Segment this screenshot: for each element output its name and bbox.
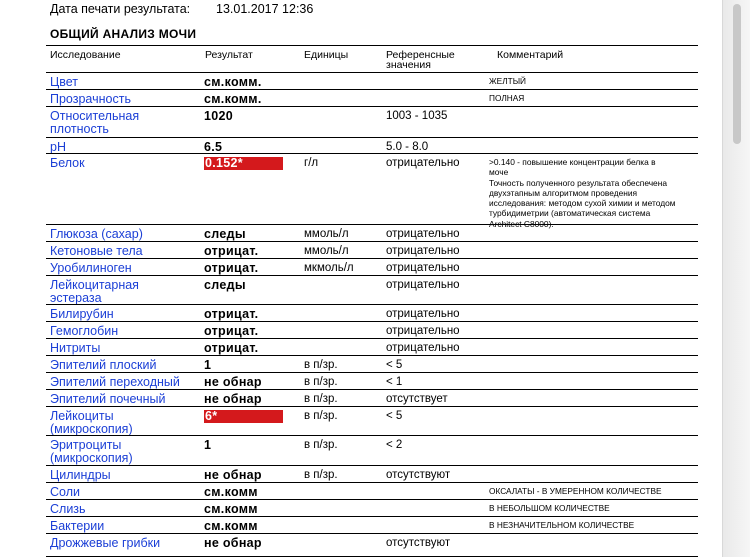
table-row [46, 242, 698, 259]
result-value: следы [204, 278, 246, 292]
result-value: не обнар [204, 536, 262, 550]
reference-value: < 1 [386, 376, 403, 388]
units-value: ммоль/л [304, 228, 349, 240]
result-value: 6.5 [204, 140, 223, 154]
table-row [46, 154, 698, 229]
table-row [46, 500, 698, 517]
table-row [46, 390, 698, 407]
reference-value: < 5 [386, 410, 403, 422]
test-name-link[interactable]: Билирубин [50, 307, 114, 321]
result-value: см.комм [204, 485, 258, 499]
result-value: 1 [204, 358, 212, 372]
test-name-link[interactable]: pH [50, 140, 66, 154]
table-row [46, 305, 698, 322]
reference-value: отрицательно [386, 262, 460, 274]
reference-value: отрицательно [386, 325, 460, 337]
test-name-link[interactable]: Глюкоза (сахар) [50, 227, 143, 241]
table-row [46, 259, 698, 276]
print-date-value: 13.01.2017 12:36 [216, 2, 314, 16]
test-name-link[interactable]: Бактерии [50, 519, 105, 533]
result-value: не обнар [204, 392, 262, 406]
comment-text: ЖЕЛТЫЙ [489, 76, 527, 86]
col-head-test: Исследование [50, 49, 121, 61]
units-value: в п/зр. [304, 393, 338, 405]
reference-value: отрицательно [386, 308, 460, 320]
table-row [46, 322, 698, 339]
result-value: см.комм [204, 502, 258, 516]
table-row [46, 407, 698, 436]
result-value: см.комм. [204, 75, 262, 89]
col-head-units: Единицы [304, 49, 349, 61]
reference-value: отсутствуют [386, 537, 451, 549]
result-value: отрицат. [204, 261, 259, 275]
result-value: не обнар [204, 375, 262, 389]
units-value: ммоль/л [304, 245, 349, 257]
result-value-abnormal: 0.152* [204, 157, 283, 170]
test-name-link[interactable]: Соли [50, 485, 80, 499]
test-name-link[interactable]: Прозрачность [50, 92, 131, 106]
header-top-rule [46, 45, 698, 46]
reference-value: отрицательно [386, 245, 460, 257]
comment-text: >0.140 - повышение концентрации белка в моче Точность полученного результата обеспечена двухэтапным алгоритмом проведения исследования: методом сухой химии и методом турбидиметрии (автоматическая система Architect C8000). [489, 157, 676, 229]
result-value: 1 [204, 438, 212, 452]
reference-value: отсутствуют [386, 469, 451, 481]
test-name-link[interactable]: Лейкоциты (микроскопия) [50, 409, 133, 436]
test-name-link[interactable]: Гемоглобин [50, 324, 119, 338]
table-row [46, 517, 698, 534]
result-value: 1020 [204, 109, 234, 123]
table-row [46, 90, 698, 107]
result-value-abnormal: 6* [204, 410, 283, 423]
reference-value: отрицательно [386, 279, 460, 291]
units-value: мкмоль/л [304, 262, 354, 274]
reference-value: < 2 [386, 439, 403, 451]
result-value: следы [204, 227, 246, 241]
test-name-link[interactable]: Кетоновые тела [50, 244, 143, 258]
test-name-link[interactable]: Эпителий плоский [50, 358, 157, 372]
result-value: отрицат. [204, 244, 259, 258]
scrollbar-thumb[interactable] [733, 4, 741, 144]
col-head-result: Результат [205, 49, 253, 61]
test-name-link[interactable]: Эпителий переходный [50, 375, 180, 389]
table-row [46, 138, 698, 154]
units-value: в п/зр. [304, 359, 338, 371]
col-head-comment: Комментарий [497, 49, 564, 61]
table-row [46, 107, 698, 138]
test-name-link[interactable]: Уробилиноген [50, 261, 132, 275]
test-name-link[interactable]: Относительная плотность [50, 109, 140, 136]
test-name-link[interactable]: Эпителий почечный [50, 392, 166, 406]
comment-text: ОКСАЛАТЫ - В УМЕРЕННОМ КОЛИЧЕСТВЕ [489, 486, 662, 496]
reference-value: отрицательно [386, 228, 460, 240]
table-row [46, 466, 698, 483]
units-value: в п/зр. [304, 439, 338, 451]
units-value: в п/зр. [304, 376, 338, 388]
test-name-link[interactable]: Нитриты [50, 341, 101, 355]
test-name-link[interactable]: Слизь [50, 502, 86, 516]
table-row [46, 339, 698, 356]
result-value: см.комм [204, 519, 258, 533]
table-row [46, 73, 698, 90]
test-name-link[interactable]: Цилиндры [50, 468, 111, 482]
comment-text: В НЕБОЛЬШОМ КОЛИЧЕСТВЕ [489, 503, 610, 513]
reference-value: отрицательно [386, 157, 460, 169]
result-value: см.комм. [204, 92, 262, 106]
report-title: ОБЩИЙ АНАЛИЗ МОЧИ [50, 27, 197, 41]
table-row [46, 436, 698, 466]
units-value: в п/зр. [304, 410, 338, 422]
vertical-scrollbar[interactable] [722, 0, 750, 557]
table-row [46, 534, 698, 557]
reference-value: 5.0 - 8.0 [386, 141, 429, 153]
units-value: в п/зр. [304, 469, 338, 481]
table-row [46, 483, 698, 500]
result-value: отрицат. [204, 307, 259, 321]
table-row [46, 225, 698, 242]
test-name-link[interactable]: Цвет [50, 75, 79, 89]
reference-value: < 5 [386, 359, 403, 371]
result-value: отрицат. [204, 324, 259, 338]
table-row [46, 356, 698, 373]
reference-value: отсутствует [386, 393, 448, 405]
col-head-reference: Референсные значения [386, 49, 455, 71]
result-value: не обнар [204, 468, 262, 482]
test-name-link[interactable]: Белок [50, 156, 85, 170]
reference-value: отрицательно [386, 342, 460, 354]
print-date-label: Дата печати результата: [50, 2, 191, 16]
test-name-link[interactable]: Лейкоцитарная эстераза [50, 278, 139, 305]
reference-value: 1003 - 1035 [386, 110, 448, 122]
table-row [46, 276, 698, 305]
table-row [46, 373, 698, 390]
test-name-link[interactable]: Дрожжевые грибки [50, 536, 161, 550]
result-value: отрицат. [204, 341, 259, 355]
comment-text: ПОЛНАЯ [489, 93, 525, 103]
test-name-link[interactable]: Эритроциты (микроскопия) [50, 438, 133, 465]
comment-text: В НЕЗНАЧИТЕЛЬНОМ КОЛИЧЕСТВЕ [489, 520, 635, 530]
units-value: г/л [304, 157, 319, 169]
